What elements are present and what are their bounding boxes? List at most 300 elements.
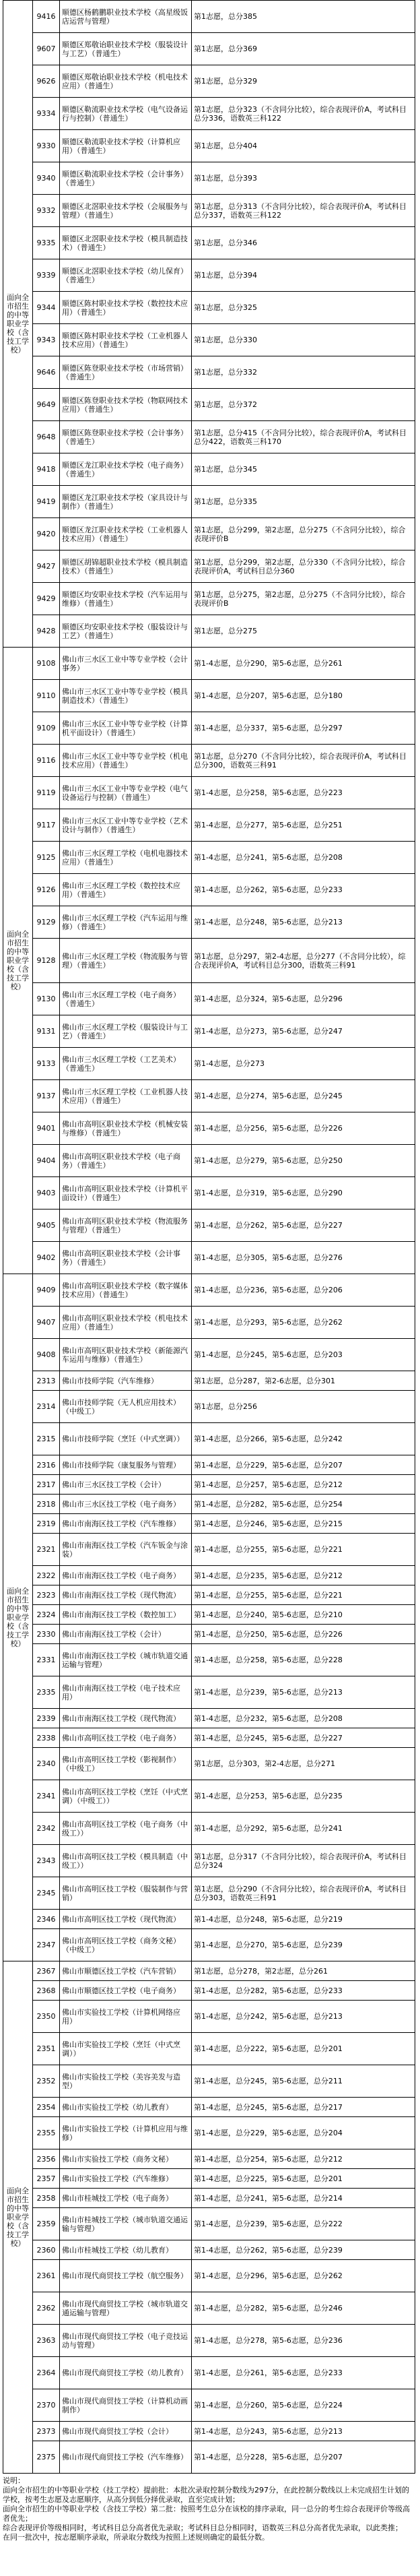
admission-score: 第1-4志愿，总分228，第5-6志愿，总分207 xyxy=(192,2441,415,2474)
footnote-line: 在同一批次中，按志愿顺序录取，所录取分数线为按照上述规则确定的最低分数。 xyxy=(3,2533,269,2542)
admission-score: 第1-4志愿，总分262，第5-6志愿，总分239 xyxy=(192,2240,415,2260)
table-row xyxy=(3,2065,415,2098)
program-code: 9110 xyxy=(33,680,60,712)
admission-score: 第1-4志愿，总分253，第5-6志愿，总分235 xyxy=(192,1780,415,1813)
table-row xyxy=(3,680,415,712)
table-row xyxy=(3,2098,415,2117)
program-code: 2364 xyxy=(33,2357,60,2389)
table-row xyxy=(3,1,415,33)
table-row xyxy=(3,2441,415,2474)
school-program-name: 佛山市三水区理工学校（电机电器技术应用）（普通生） xyxy=(60,842,192,874)
school-program-name: 佛山市实验技工学校（烹饪（中式烹调）） xyxy=(60,2033,192,2065)
school-program-name: 佛山市实验技工学校（汽车维修） xyxy=(60,2169,192,2189)
school-program-name: 佛山市南海区技工学校（汽车钣金与涂装） xyxy=(60,1534,192,1566)
school-program-name: 佛山市实验技工学校（商务文秘） xyxy=(60,2149,192,2169)
table-row xyxy=(3,2208,415,2240)
program-code: 2342 xyxy=(33,1813,60,1845)
admission-score: 第1-4志愿，总分337，第5-6志愿，总分297 xyxy=(192,712,415,745)
table-row xyxy=(3,1845,415,1877)
admission-score: 第1志愿，总分385 xyxy=(192,1,415,33)
admission-score: 第1志愿，总分270（不含同分比较），综合表现评价A，考试科目总分300，语数英三科91 xyxy=(192,745,415,777)
program-code: 2321 xyxy=(33,1534,60,1566)
admission-score: 第1志愿，总分332 xyxy=(192,356,415,389)
admission-score: 第1-4志愿，总分222，第5-6志愿，总分201 xyxy=(192,2033,415,2065)
admission-score: 第1-4志愿，总分290，第5-6志愿，总分261 xyxy=(192,648,415,680)
admission-score: 第1志愿，总分345 xyxy=(192,453,415,486)
school-program-name: 顺德区陈村职业技术学校（数控技术应用）（普通生） xyxy=(60,292,192,324)
school-program-name: 佛山市顺德区技工学校（电子商务） xyxy=(60,1981,192,2001)
admission-score: 第1志愿，总分297，第2-4志愿，总分277（不含同分比较），综合表现评价A，考试科目总分300，语数英三科91 xyxy=(192,939,415,983)
program-code: 9402 xyxy=(33,1242,60,1274)
admission-score: 第1-4志愿，总分258，第5-6志愿，总分223 xyxy=(192,777,415,809)
program-code: 2340 xyxy=(33,1748,60,1780)
program-code: 9130 xyxy=(33,983,60,1015)
school-program-name: 佛山市现代商贸技工学校（计算机动画制作） xyxy=(60,2389,192,2422)
school-program-name: 顺德区勒流职业技术学校（会计事务）（普通生） xyxy=(60,162,192,195)
program-code: 9344 xyxy=(33,292,60,324)
table-row xyxy=(3,2117,415,2149)
admission-score: 第1志愿，总分317（不含同分比较），综合表现评价A，考试科目总分324 xyxy=(192,1845,415,1877)
program-code: 9649 xyxy=(33,389,60,421)
admission-score: 第1-4志愿，总分239，第5-6志愿，总分222 xyxy=(192,2208,415,2240)
table-row xyxy=(3,1728,415,1748)
footnote-title: 说明： xyxy=(3,2476,25,2485)
admission-score: 第1志愿，总分313（不含同分比较），综合表现评价A，考试科目总分337，语数英三科122 xyxy=(192,195,415,227)
program-code: 2331 xyxy=(33,1644,60,1676)
table-row xyxy=(3,1514,415,1534)
admission-score: 第1-4志愿，总分274，第5-6志愿，总分245 xyxy=(192,1080,415,1112)
program-code: 9119 xyxy=(33,777,60,809)
school-program-name: 佛山市南海区技工学校（数控加工） xyxy=(60,1605,192,1625)
school-program-name: 佛山市南海区技工学校（电子技术应用） xyxy=(60,1676,192,1709)
school-program-name: 顺德区均安职业技术学校（汽车运用与维修）（普通生） xyxy=(60,583,192,615)
school-program-name: 顺德区陈村职业技术学校（工业机器人技术应用）（普通生） xyxy=(60,324,192,356)
admission-score: 第1志愿，总分330 xyxy=(192,324,415,356)
school-program-name: 顺德区郑敬诒职业技术学校（机电技术应用）（普通生） xyxy=(60,65,192,98)
school-program-name: 佛山市三水区工业中等专业学校（模具制造技术）（普通生） xyxy=(60,680,192,712)
school-program-name: 佛山市高明区职业技术学校（机电技术应用）（普通生） xyxy=(60,1307,192,1339)
table-row xyxy=(3,1625,415,1644)
program-code: 9126 xyxy=(33,874,60,906)
school-program-name: 佛山市三水区工业中等专业学校（会计事务） xyxy=(60,648,192,680)
school-program-name: 佛山市桂城技工学校（城市轨道交通运输与管理） xyxy=(60,2208,192,2240)
table-row xyxy=(3,486,415,518)
table-row xyxy=(3,453,415,486)
school-program-name: 佛山市技师学院（无人机应用技术）（中级工） xyxy=(60,1391,192,1423)
admission-score: 第1-4志愿，总分245，第5-6志愿，总分227 xyxy=(192,1728,415,1748)
program-code: 9340 xyxy=(33,162,60,195)
admission-score: 第1-4志愿，总分255，第5-6志愿，总分221 xyxy=(192,1585,415,1605)
admission-score: 第1志愿，总分290（不含同分比较），综合表现评价A，考试科目总分303，语数英三科91 xyxy=(192,1877,415,1910)
table-row xyxy=(3,1676,415,1709)
admission-score: 第1-4志愿，总分257，第5-6志愿，总分212 xyxy=(192,1475,415,1495)
table-row xyxy=(3,1495,415,1514)
program-code: 2346 xyxy=(33,1910,60,1929)
school-program-name: 佛山市高明区技工学校（电子商务（中级工）） xyxy=(60,1813,192,1845)
admission-score: 第1-4志愿，总分241，第5-6志愿，总分208 xyxy=(192,842,415,874)
table-row xyxy=(3,874,415,906)
admission-score: 第1志愿，总分278，第2志愿，总分261 xyxy=(192,1961,415,1981)
program-code: 2356 xyxy=(33,2149,60,2169)
table-row xyxy=(3,1015,415,1048)
school-program-name: 佛山市实验技工学校（幼儿教育） xyxy=(60,2098,192,2117)
school-program-name: 佛山市现代商贸技工学校（电子竞技运动与管理） xyxy=(60,2325,192,2357)
admission-score: 第1-4志愿，总分256，第5-6志愿，总分226 xyxy=(192,1112,415,1145)
footnote xyxy=(3,2476,415,2542)
table-row xyxy=(3,583,415,615)
school-program-name: 佛山市三水区理工学校（工业机器人技术应用）（普通生） xyxy=(60,1080,192,1112)
table-row xyxy=(3,2169,415,2189)
school-program-name: 佛山市技师学院（烹饪（中式烹调）） xyxy=(60,1423,192,1455)
table-row xyxy=(3,2357,415,2389)
admission-score: 第1-4志愿，总分240，第5-6志愿，总分210 xyxy=(192,1605,415,1625)
admission-score: 第1志愿，总分329 xyxy=(192,65,415,98)
program-code: 9109 xyxy=(33,712,60,745)
table-row xyxy=(3,1080,415,1112)
admission-score: 第1-4志愿，总分235，第5-6志愿，总分212 xyxy=(192,1566,415,1585)
school-program-name: 顺德区龙江职业技术学校（家具设计与制作）（普通生） xyxy=(60,486,192,518)
table-row xyxy=(3,1145,415,1177)
program-code: 2319 xyxy=(33,1514,60,1534)
school-program-name: 顺德区郑敬诒职业技术学校（服装设计与工艺）（普通生） xyxy=(60,33,192,65)
admission-score: 第1-4志愿，总分260，第5-6志愿，总分224 xyxy=(192,2389,415,2422)
table-row xyxy=(3,1748,415,1780)
admission-score: 第1志愿，总分404 xyxy=(192,130,415,162)
school-program-name: 佛山市技师学院（汽车维修） xyxy=(60,1371,192,1391)
category-cell: 面向全市招生的中等职业学校（含技工学校） xyxy=(3,1274,33,1961)
table-row xyxy=(3,809,415,842)
school-program-name: 佛山市高明区职业技术学校（新能源汽车运用与维修）（普通生） xyxy=(60,1339,192,1371)
program-code: 2352 xyxy=(33,2065,60,2098)
admission-score: 第1志愿，总分275，第2志愿，总分275（不含同分比较），综合表现评价B xyxy=(192,583,415,615)
table-row xyxy=(3,2240,415,2260)
table-row xyxy=(3,130,415,162)
program-code: 9428 xyxy=(33,615,60,648)
table-row xyxy=(3,1566,415,1585)
admission-score: 第1志愿，总分256 xyxy=(192,1391,415,1423)
table-row xyxy=(3,2422,415,2441)
table-row xyxy=(3,2292,415,2325)
admission-score: 第1-4志愿，总分248，第5-6志愿，总分219 xyxy=(192,1910,415,1929)
admission-score: 第1-4志愿，总分250，第5-6志愿，总分226 xyxy=(192,1625,415,1644)
school-program-name: 佛山市三水区理工学校（物流服务与管理）（普通生） xyxy=(60,939,192,983)
table-row xyxy=(3,1210,415,1242)
program-code: 2315 xyxy=(33,1423,60,1455)
program-code: 2362 xyxy=(33,2292,60,2325)
program-code: 9108 xyxy=(33,648,60,680)
program-code: 9129 xyxy=(33,906,60,939)
table-row xyxy=(3,2189,415,2208)
admission-score: 第1-4志愿，总分324，第5-6志愿，总分296 xyxy=(192,983,415,1015)
school-program-name: 佛山市技师学院（康复服务与管理） xyxy=(60,1455,192,1475)
footnote-line: 综合表现评价等级相同时，考试科目总分高者优先录取；考试科目总分相同时，语数英三科总分高者优先录取，以此类推； xyxy=(3,2523,403,2532)
program-code: 9131 xyxy=(33,1015,60,1048)
table-row xyxy=(3,615,415,648)
admission-score: 第1-4志愿，总分246，第5-6志愿，总分215 xyxy=(192,1514,415,1534)
admission-score: 第1-4志愿，总分243，第5-6志愿，总分213 xyxy=(192,2422,415,2441)
category-cell: 面向全市招生的中等职业学校（含技工学校） xyxy=(3,1961,33,2474)
program-code: 2335 xyxy=(33,1676,60,1709)
school-program-name: 顺德区陈登职业技术学校（市场营销）（普通生） xyxy=(60,356,192,389)
admission-score: 第1-4志愿，总分305，第5-6志愿，总分276 xyxy=(192,1242,415,1274)
table-row xyxy=(3,712,415,745)
program-code: 9116 xyxy=(33,745,60,777)
program-code: 2314 xyxy=(33,1391,60,1423)
admission-score: 第1-4志愿，总分254，第5-6志愿，总分212 xyxy=(192,2149,415,2169)
admission-score: 第1-4志愿，总分293，第5-6志愿，总分262 xyxy=(192,1307,415,1339)
program-code: 9427 xyxy=(33,551,60,583)
category-cell: 面向全市招生的中等职业学校（含技工学校） xyxy=(3,1,33,648)
school-program-name: 顺德区勒流职业技术学校（电气设备运行与控制）（普通生） xyxy=(60,98,192,130)
table-row xyxy=(3,1048,415,1080)
admission-score: 第1-4志愿，总分266，第5-6志愿，总分242 xyxy=(192,1423,415,1455)
admission-score: 第1-4志愿，总分258，第5-6志愿，总分228 xyxy=(192,1644,415,1676)
school-program-name: 佛山市三水区工业中等专业学校（艺术设计与制作）（普通生） xyxy=(60,809,192,842)
program-code: 2370 xyxy=(33,2389,60,2422)
admission-score: 第1-4志愿，总分245，第5-6志愿，总分211 xyxy=(192,2065,415,2098)
school-program-name: 佛山市现代商贸技工学校（会计） xyxy=(60,2422,192,2441)
school-program-name: 佛山市三水区理工学校（数控技术应用）（普通生） xyxy=(60,874,192,906)
program-code: 9418 xyxy=(33,453,60,486)
table-row xyxy=(3,648,415,680)
school-program-name: 佛山市高明区职业技术学校（机械安装与维修）（普通生） xyxy=(60,1112,192,1145)
admission-score: 第1-4志愿，总分319，第5-6志愿，总分290 xyxy=(192,1177,415,1210)
admission-score: 第1志愿，总分393 xyxy=(192,162,415,195)
admission-score: 第1-4志愿，总分273，第5-6志愿，总分247 xyxy=(192,1015,415,1048)
table-row xyxy=(3,745,415,777)
table-row xyxy=(3,356,415,389)
table-row xyxy=(3,939,415,983)
program-code: 2323 xyxy=(33,1585,60,1605)
footnote-line: 面向全市招生的中等职业学校（含技工学校）第二批：按照考生总分在该校的排序录取，同一总分的考生综合表现评价等级高者优先； xyxy=(3,2505,410,2523)
table-row xyxy=(3,1585,415,1605)
table-row xyxy=(3,2260,415,2292)
table-row xyxy=(3,906,415,939)
admission-score: 第1-4志愿，总分248，第5-6志愿，总分213 xyxy=(192,906,415,939)
table-row xyxy=(3,389,415,421)
table-row xyxy=(3,227,415,259)
program-code: 9646 xyxy=(33,356,60,389)
program-code: 9125 xyxy=(33,842,60,874)
school-program-name: 佛山市三水区理工学校（服装设计与工艺）（普通生） xyxy=(60,1015,192,1048)
table-row xyxy=(3,983,415,1015)
admission-score: 第1-4志愿，总分282，第5-6志愿，总分246 xyxy=(192,2292,415,2325)
table-row xyxy=(3,1423,415,1455)
school-program-name: 顺德区陈登职业技术学校（会计事务）（普通生） xyxy=(60,421,192,453)
program-code: 2358 xyxy=(33,2189,60,2208)
table-row xyxy=(3,292,415,324)
school-program-name: 佛山市高明区职业技术学校（物流服务与管理）（普通生） xyxy=(60,1210,192,1242)
school-program-name: 佛山市南海区技工学校（汽车维修） xyxy=(60,1514,192,1534)
school-program-name: 顺德区龙江职业技术学校（工业机器人技术应用）（普通生） xyxy=(60,518,192,551)
table-row xyxy=(3,1877,415,1910)
program-code: 2361 xyxy=(33,2260,60,2292)
school-program-name: 佛山市南海区技工学校（会计） xyxy=(60,1625,192,1644)
admission-score: 第1-4志愿，总分229，第5-6志愿，总分207 xyxy=(192,1455,415,1475)
program-code: 2316 xyxy=(33,1455,60,1475)
table-row xyxy=(3,1981,415,2001)
program-code: 9416 xyxy=(33,1,60,33)
school-program-name: 佛山市三水区技工学校（会计） xyxy=(60,1475,192,1495)
program-code: 2351 xyxy=(33,2033,60,2065)
admission-score: 第1-4志愿，总分241，第5-6志愿，总分214 xyxy=(192,2189,415,2208)
program-code: 2317 xyxy=(33,1475,60,1495)
admission-score: 第1志愿，总分299，第2志愿，总分275（不含同分比较），综合表现评价B xyxy=(192,518,415,551)
program-code: 9626 xyxy=(33,65,60,98)
program-code: 9137 xyxy=(33,1080,60,1112)
school-program-name: 佛山市高明区技工学校（模具制造（中级工）） xyxy=(60,1845,192,1877)
admission-score: 第1-4志愿，总分232，第5-6志愿，总分208 xyxy=(192,1709,415,1728)
program-code: 2360 xyxy=(33,2240,60,2260)
table-row xyxy=(3,1455,415,1475)
program-code: 9339 xyxy=(33,259,60,292)
school-program-name: 顺德区北滘职业技术学校（幼儿保育）（普通生） xyxy=(60,259,192,292)
admission-score: 第1-4志愿，总分225，第5-6志愿，总分201 xyxy=(192,2169,415,2189)
program-code: 9407 xyxy=(33,1307,60,1339)
table-row xyxy=(3,421,415,453)
school-program-name: 佛山市实验技工学校（计算机应用与维修） xyxy=(60,2117,192,2149)
program-code: 9405 xyxy=(33,1210,60,1242)
program-code: 9401 xyxy=(33,1112,60,1145)
program-code: 9332 xyxy=(33,195,60,227)
admission-score: 第1-4志愿，总分278，第5-6志愿，总分236 xyxy=(192,2325,415,2357)
table-row xyxy=(3,1929,415,1961)
program-code: 9334 xyxy=(33,98,60,130)
program-code: 9409 xyxy=(33,1274,60,1307)
school-program-name: 佛山市高明区职业技术学校（计算机平面设计）（普通生） xyxy=(60,1177,192,1210)
school-program-name: 佛山市南海区技工学校（现代物流） xyxy=(60,1585,192,1605)
school-program-name: 佛山市高明区技工学校（服装制作与营销） xyxy=(60,1877,192,1910)
program-code: 2322 xyxy=(33,1566,60,1585)
program-code: 2318 xyxy=(33,1495,60,1514)
admission-score: 第1志愿，总分394 xyxy=(192,259,415,292)
admission-score: 第1志愿，总分415（不含同分比较），综合表现评价A，考试科目总分422，语数英三科170 xyxy=(192,421,415,453)
table-row xyxy=(3,324,415,356)
school-program-name: 顺德区勒流职业技术学校（计算机应用）（普通生） xyxy=(60,130,192,162)
table-row xyxy=(3,1475,415,1495)
table-row xyxy=(3,1605,415,1625)
table-row xyxy=(3,1371,415,1391)
category-cell: 面向全市招生的中等职业学校（含技工学校） xyxy=(3,648,33,1274)
admission-score: 第1-4志愿，总分270，第5-6志愿，总分239 xyxy=(192,1929,415,1961)
school-program-name: 佛山市实验技工学校（美容美发与造型） xyxy=(60,2065,192,2098)
program-code: 2345 xyxy=(33,1877,60,1910)
table-row xyxy=(3,1910,415,1929)
school-program-name: 佛山市三水区理工学校（汽车运用与维修）（普通生） xyxy=(60,906,192,939)
admission-score: 第1志愿，总分372 xyxy=(192,389,415,421)
admission-score: 第1志愿，总分335 xyxy=(192,486,415,518)
admission-score: 第1-4志愿，总分279，第5-6志愿，总分250 xyxy=(192,1145,415,1177)
admission-score: 第1-4志愿，总分292，第5-6志愿，总分241 xyxy=(192,1813,415,1845)
admission-score: 第1-4志愿，总分261，第5-6志愿，总分233 xyxy=(192,2357,415,2389)
table-row xyxy=(3,1961,415,1981)
program-code: 2343 xyxy=(33,1845,60,1877)
table-row xyxy=(3,777,415,809)
school-program-name: 佛山市南海区技工学校（电子商务） xyxy=(60,1566,192,1585)
program-code: 2313 xyxy=(33,1371,60,1391)
admission-score: 第1-4志愿，总分229，第5-6志愿，总分204 xyxy=(192,2117,415,2149)
program-code: 2347 xyxy=(33,1929,60,1961)
admission-score: 第1-4志愿，总分277，第5-6志愿，总分251 xyxy=(192,809,415,842)
admission-score: 第1志愿，总分299，第2志愿，总分330（不含同分比较），综合表现评价A，考试科目总分360 xyxy=(192,551,415,583)
program-code: 9607 xyxy=(33,33,60,65)
program-code: 2357 xyxy=(33,2169,60,2189)
footnote-line: 面向全市招生的中等职业学校（技工学校）提前批：本批次录取控制分数线为297分，在此控制分数线以上未完成招生计划的学校，按考生志愿及志愿顺序，从高分到低分择优录取，直至完成计划； xyxy=(3,2486,409,2504)
school-program-name: 佛山市实验技工学校（计算机网络应用） xyxy=(60,2001,192,2033)
school-program-name: 顺德区北滘职业技术学校（会展服务与管理）（普通生） xyxy=(60,195,192,227)
school-program-name: 佛山市高明区职业技术学校（电子商务）（普通生） xyxy=(60,1145,192,1177)
admission-score: 第1-4志愿，总分239，第5-6志愿，总分213 xyxy=(192,1676,415,1709)
admission-score: 第1-4志愿，总分236，第5-6志愿，总分206 xyxy=(192,1274,415,1307)
admission-score: 第1志愿，总分346 xyxy=(192,227,415,259)
table-row xyxy=(3,2149,415,2169)
program-code: 9343 xyxy=(33,324,60,356)
program-code: 9133 xyxy=(33,1048,60,1080)
admission-score: 第1志愿，总分325 xyxy=(192,292,415,324)
program-code: 2355 xyxy=(33,2117,60,2149)
table-row xyxy=(3,1644,415,1676)
table-row xyxy=(3,1780,415,1813)
school-program-name: 佛山市三水区工业中等专业学校（机电技术应用）（普通生） xyxy=(60,745,192,777)
admission-score: 第1-4志愿，总分282，第5-6志愿，总分233 xyxy=(192,1981,415,2001)
program-code: 2373 xyxy=(33,2422,60,2441)
admission-score: 第1-4志愿，总分255，第5-6志愿，总分221 xyxy=(192,1534,415,1566)
program-code: 2338 xyxy=(33,1728,60,1748)
admission-score: 第1志愿，总分275 xyxy=(192,615,415,648)
program-code: 2330 xyxy=(33,1625,60,1644)
school-program-name: 佛山市顺德区技工学校（汽车营销） xyxy=(60,1961,192,1981)
table-row xyxy=(3,33,415,65)
program-code: 9117 xyxy=(33,809,60,842)
school-program-name: 佛山市三水区技工学校（电子商务） xyxy=(60,1495,192,1514)
table-row xyxy=(3,2033,415,2065)
program-code: 2367 xyxy=(33,1961,60,1981)
table-row xyxy=(3,195,415,227)
table-row xyxy=(3,1339,415,1371)
program-code: 2375 xyxy=(33,2441,60,2474)
table-row xyxy=(3,1112,415,1145)
table-row xyxy=(3,162,415,195)
program-code: 9404 xyxy=(33,1145,60,1177)
program-code: 9330 xyxy=(33,130,60,162)
admission-score: 第1-4志愿，总分262，第5-6志愿，总分227 xyxy=(192,1210,415,1242)
school-program-name: 佛山市现代商贸技工学校（航空服务） xyxy=(60,2260,192,2292)
table-row xyxy=(3,1391,415,1423)
school-program-name: 顺德区北滘职业技术学校（模具制造技术）（普通生） xyxy=(60,227,192,259)
table-row xyxy=(3,2389,415,2422)
table-row xyxy=(3,2325,415,2357)
school-program-name: 顺德区龙江职业技术学校（电子商务）（普通生） xyxy=(60,453,192,486)
program-code: 9420 xyxy=(33,518,60,551)
program-code: 2359 xyxy=(33,2208,60,2240)
table-row xyxy=(3,1177,415,1210)
table-row xyxy=(3,842,415,874)
table-row xyxy=(3,1813,415,1845)
school-program-name: 顺德区陈登职业技术学校（物联网技术应用）（普通生） xyxy=(60,389,192,421)
admission-score: 第1-4志愿，总分296，第5-6志愿，总分262 xyxy=(192,2260,415,2292)
school-program-name: 佛山市三水区理工学校（电子商务）（普通生） xyxy=(60,983,192,1015)
program-code: 9408 xyxy=(33,1339,60,1371)
school-program-name: 佛山市高明区技工学校（现代物流） xyxy=(60,1910,192,1929)
school-program-name: 佛山市高明区职业技术学校（数字媒体技术应用）（普通生） xyxy=(60,1274,192,1307)
admission-score: 第1-4志愿，总分242，第5-6志愿，总分213 xyxy=(192,2001,415,2033)
school-program-name: 顺德区胡锦超职业技术学校（模具制造技术）（普通生） xyxy=(60,551,192,583)
program-code: 9128 xyxy=(33,939,60,983)
table-row xyxy=(3,1534,415,1566)
school-program-name: 佛山市高明区职业技术学校（会计事务）（普通生） xyxy=(60,1242,192,1274)
program-code: 9648 xyxy=(33,421,60,453)
school-program-name: 佛山市高明区技工学校（电子商务） xyxy=(60,1728,192,1748)
